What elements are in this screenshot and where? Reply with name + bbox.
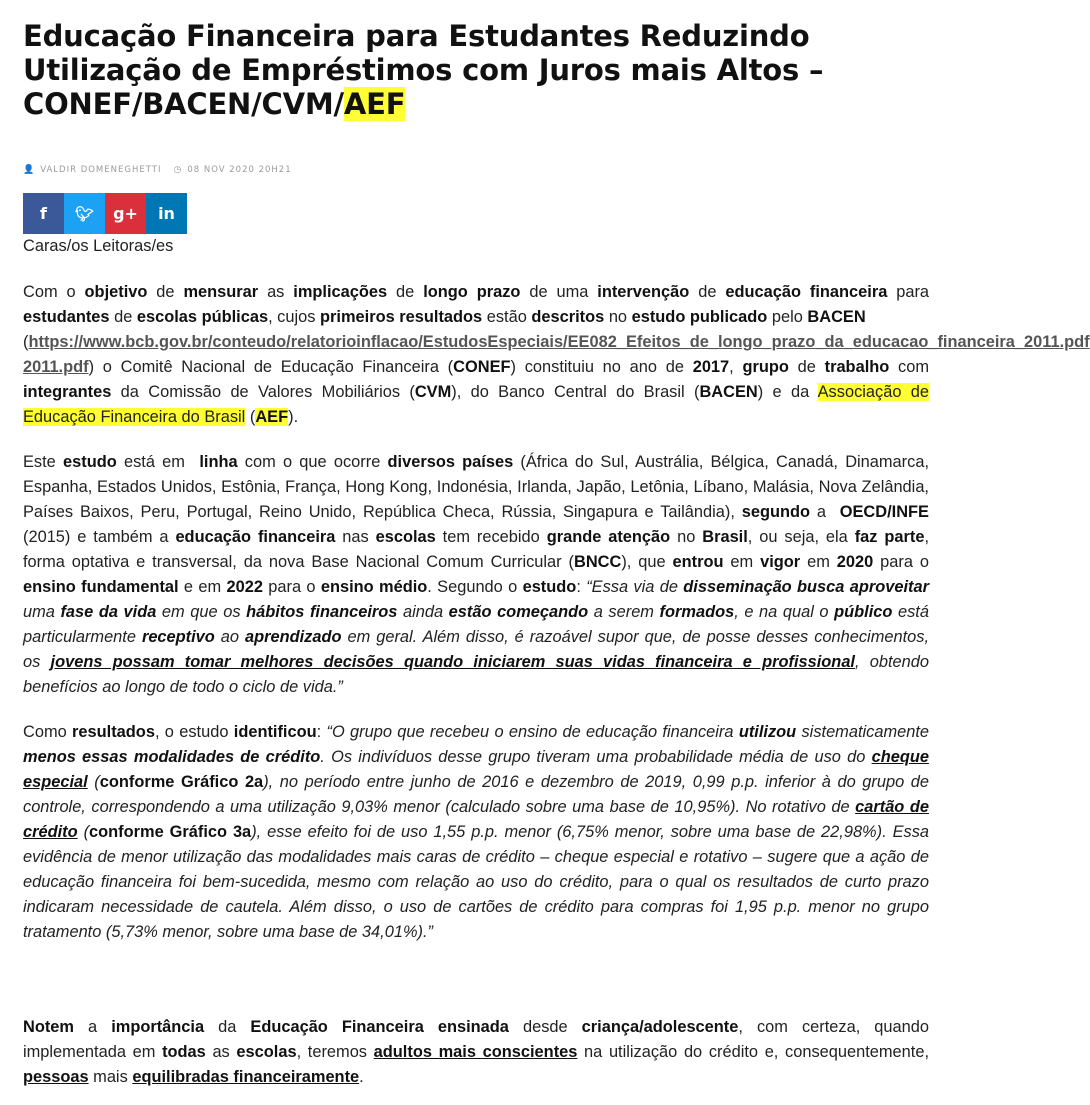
paragraph-4: Notem a importância da Educação Financeira ensinada desde criança/adolescente, com certeza, quando implementada em todas as escolas, teremos adultos mais conscientes na utilização do crédito e, consequentemente, pessoas mais equilibradas financeiramente. — [23, 1018, 930, 1086]
article-body — [23, 234, 1090, 1090]
twitter-icon: 🐦︎ — [74, 204, 95, 223]
twitter-share-button[interactable] — [64, 193, 105, 234]
author-name[interactable]: VALDIR DOMENEGHETTI — [40, 165, 162, 175]
clock-icon: ◷ — [173, 165, 183, 175]
paragraph-1: Com o objetivo de mensurar as implicações de longo prazo de uma intervenção de educação financeira para estudantes de escolas públicas, cujos primeiros resultados estão descritos no estudo publicado pelo BACEN (https://www.bcb.gov.br/conteudo/relatorioinflacao/EstudosEspeciais/EE082_Efeitos_de_longo_prazo_da_educacao_financeira_2011.pdf 2011.pdf) o Comitê Nacional de Educação Financeira (CONEF) constituiu no ano de 2017, grupo de trabalho com integrantes da Comissão de Valores Mobiliários (CVM), do Banco Central do Brasil (BACEN) e da Associação de Educação Financeira do Brasil (AEF). — [23, 283, 1090, 426]
linkedin-icon: in — [158, 204, 175, 223]
google-plus-share-button[interactable] — [105, 193, 146, 234]
article-meta — [23, 164, 929, 176]
facebook-icon: f — [40, 204, 47, 223]
paragraph-2: Este estudo está em linha com o que ocorre diversos países (África do Sul, Austrália, Bélgica, Canadá, Dinamarca, Espanha, Estados Unidos, Estônia, França, Hong Kong, Indonésia, Irlanda, Japão, Letônia, Líbano, Malásia, Nova Zelândia, Países Baixos, Peru, Portugal, Reino Unido, República Checa, Rússia, Singapura e Tailândia), segundo a OECD/INFE (2015) e também a educação financeira nas escolas tem recebido grande atenção no Brasil, ou seja, ela faz parte, forma optativa e transversal, da nova Base Nacional Comum Curricular (BNCC), que entrou em vigor em 2020 para o ensino fundamental e em 2022 para o ensino médio. Segundo o estudo: “Essa via de disseminação busca aproveitar uma fase da vida em que os hábitos financeiros ainda estão começando a serem formados, e na qual o público está particularmente receptivo ao aprendizado em geral. Além disso, é razoável supor que, de posse desses conhecimentos, os jovens possam tomar melhores decisões quando iniciarem suas vidas financeira e profissional, obtendo benefícios ao longo de todo o ciclo de vida.” — [23, 453, 930, 696]
article-title: Educação Financeira para Estudantes Reduzindo Utilização de Empréstimos com Juros mais Altos – CONEF/BACEN/CVM/AEF — [23, 19, 824, 121]
greeting: Caras/os Leitoras/es — [23, 237, 174, 255]
article-container — [23, 0, 1090, 1090]
google-plus-icon: g+ — [113, 204, 138, 223]
share-bar — [23, 193, 929, 234]
title-highlight: AEF — [343, 87, 406, 121]
linkedin-share-button[interactable] — [146, 193, 187, 234]
paragraph-3: Como resultados, o estudo identificou: “O grupo que recebeu o ensino de educação financeira utilizou sistematicamente menos essas modalidades de crédito. Os indivíduos desse grupo tiveram uma probabilidade média de uso do cheque especial (conforme Gráfico 2a), no período entre junho de 2016 e dezembro de 2019, 0,99 p.p. inferior à do grupo de controle, correspondendo a uma utilização 9,03% menor (calculado sobre uma base de 10,95%). No rotativo de cartão de crédito (conforme Gráfico 3a), esse efeito foi de uso 1,55 p.p. menor (6,75% menor, sobre uma base de 22,98%). Essa evidência de menor utilização das modalidades mais caras de crédito – cheque especial e rotativo – sugere que a ação de educação financeira foi bem-sucedida, mesmo com relação ao uso do crédito, para o qual os resultados de curto prazo indicaram necessidade de cautela. Além disso, o uso de cartões de crédito para compras foi 1,95 p.p. menor no grupo tratamento (5,73% menor, sobre uma base de 34,01%).” — [23, 723, 930, 941]
bcb-study-link-end[interactable]: 2011.pdf — [23, 358, 89, 376]
user-icon: 👤 — [23, 165, 36, 175]
bcb-study-link[interactable]: https://www.bcb.gov.br/conteudo/relatorioinflacao/EstudosEspeciais/EE082_Efeitos_de_longo_prazo_da_educacao_financeira_2011.pdf — [28, 333, 1090, 351]
publish-date: 08 NOV 2020 20H21 — [187, 165, 292, 175]
facebook-share-button[interactable] — [23, 193, 64, 234]
